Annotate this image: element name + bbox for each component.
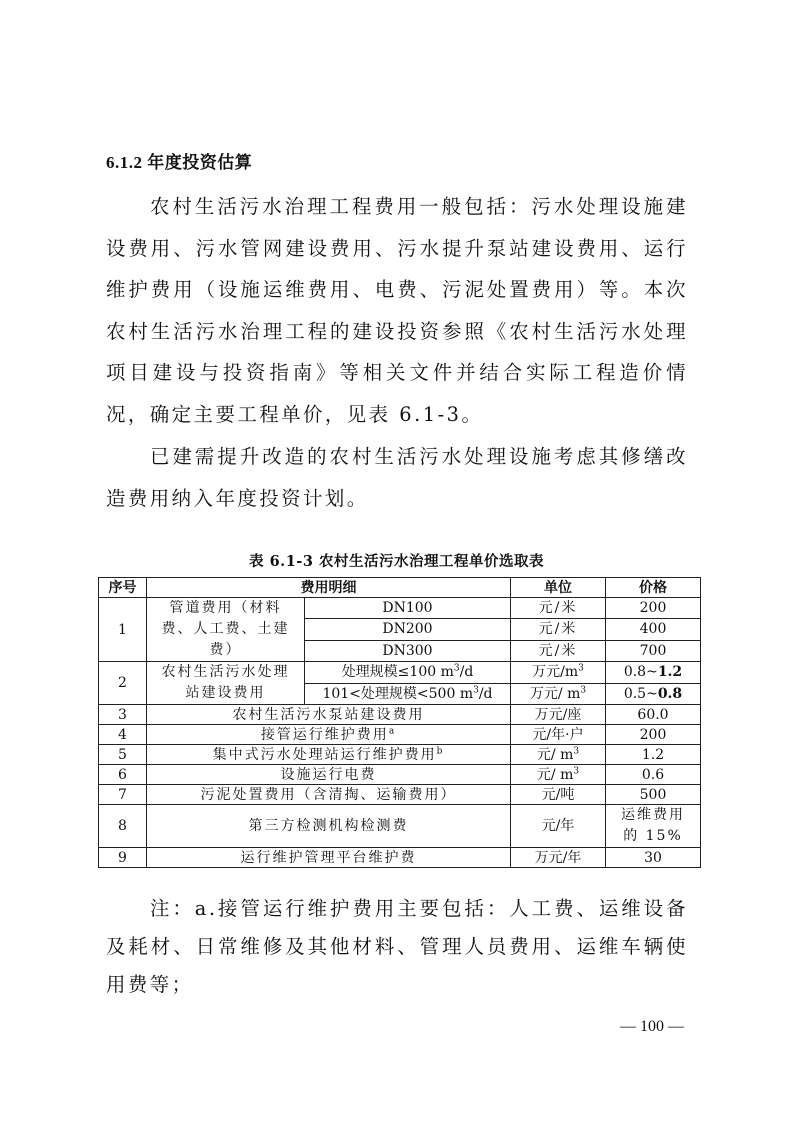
cell-spec: DN300 (305, 640, 511, 661)
header-no: 序号 (99, 578, 147, 598)
body-paragraph: 已建需提升改造的农村生活污水处理设施考虑其修缮改造费用纳入年度投资计划。 (106, 445, 688, 510)
table-row (99, 662, 701, 684)
unit-text: 元/吨 (541, 786, 575, 803)
cell-spec: DN100 (305, 598, 511, 619)
spec-text: 处理规模≤100 m (341, 664, 454, 681)
cell-price (606, 662, 701, 684)
unit-price-table (98, 577, 701, 868)
cell-price: 200 (606, 725, 701, 745)
cell-detail (147, 725, 511, 745)
cell-unit: 元/米 (511, 598, 606, 619)
spec-text: 101<处理规模<500 m (322, 685, 474, 702)
cell-unit (511, 705, 606, 725)
unit-text: 万元/ m (529, 685, 581, 702)
cell-group: 管道费用（材料费、人工费、土建费） (147, 598, 305, 662)
cell-detail (147, 745, 511, 765)
cell-no: 7 (99, 785, 147, 805)
detail-text: 农村生活污水泵站建设费用 (232, 706, 425, 723)
cell-price: 400 (606, 619, 701, 640)
cell-unit (511, 683, 606, 705)
table-row (99, 848, 701, 868)
cell-no: 4 (99, 725, 147, 745)
cell-unit (511, 745, 606, 765)
table-row (99, 598, 701, 619)
cell-price: 1.2 (606, 745, 701, 765)
header-unit: 单位 (511, 578, 606, 598)
cell-price: 60.0 (606, 705, 701, 725)
price-high: 1.2 (657, 664, 683, 681)
cell-no: 8 (99, 805, 147, 848)
cell-spec (305, 662, 511, 684)
unit-superscript: 3 (573, 765, 580, 776)
detail-text: 接管运行维护费用 (260, 726, 389, 743)
price-high: 0.8 (657, 685, 683, 702)
cell-price: 30 (606, 848, 701, 868)
cell-no: 9 (99, 848, 147, 868)
unit-text: 元/年·户 (532, 726, 584, 743)
spec-superscript: 3 (453, 663, 460, 674)
cell-no: 6 (99, 765, 147, 785)
unit-text: 元/ m (536, 746, 574, 763)
cell-unit: 元/年 (511, 805, 606, 848)
cell-detail (147, 785, 511, 805)
cell-unit (511, 785, 606, 805)
table-row (99, 745, 701, 765)
cell-price: 500 (606, 785, 701, 805)
price-low: 0.5~ (623, 685, 658, 702)
footnote-marker: a (388, 725, 397, 736)
cell-price: 200 (606, 598, 701, 619)
cell-detail: 第三方检测机构检测费 (147, 805, 511, 848)
cell-price: 700 (606, 640, 701, 661)
spec-superscript: 3 (473, 685, 479, 696)
page-number: — 100 — (620, 1018, 684, 1035)
section-heading: 6.1.2 年度投资估算 (106, 153, 253, 172)
cell-detail: 运行维护管理平台维护费 (147, 848, 511, 868)
cell-unit: 万元/年 (511, 848, 606, 868)
detail-text: 设施运行电费 (280, 766, 377, 783)
cell-no: 1 (99, 598, 147, 662)
cell-unit: 元/米 (511, 640, 606, 661)
unit-superscript: 3 (573, 745, 580, 756)
unit-superscript: 3 (578, 663, 584, 674)
cell-spec: DN200 (305, 619, 511, 640)
price-line: 运维费用 (621, 807, 685, 823)
spec-suffix: /d (478, 685, 493, 702)
price-line: 的 15% (623, 828, 683, 844)
cell-detail (147, 705, 511, 725)
table-row (99, 765, 701, 785)
table-header-row (99, 578, 701, 598)
unit-superscript: 3 (580, 685, 587, 696)
header-detail: 费用明细 (147, 578, 511, 598)
cell-unit: 元/米 (511, 619, 606, 640)
header-price: 价格 (606, 578, 701, 598)
table-row (99, 725, 701, 745)
cell-unit (511, 725, 606, 745)
table-note: 注：a.接管运行维护费用主要包括：人工费、运维设备及耗材、日常维修及其他材料、管理人员费用、运维车辆使用费等； (106, 897, 688, 996)
detail-text: 集中式污水处理站运行维护费用 (212, 746, 437, 763)
unit-text: 万元/m (532, 664, 579, 681)
price-low: 0.8~ (623, 664, 658, 681)
cell-price (606, 805, 701, 848)
unit-text: 万元/座 (534, 706, 582, 723)
spec-suffix: /d (459, 664, 474, 681)
cell-detail (147, 765, 511, 785)
footnote-marker: b (436, 745, 445, 756)
body-paragraph: 农村生活污水治理工程费用一般包括：污水处理设施建设费用、污水管网建设费用、污水提升泵站建设费用、运行维护费用（设施运维费用、电费、污泥处置费用）等。本次农村生活污水治理工程的建设投资参照《农村生活污水处理项目建设与投资指南》等相关文件并结合实际工程造价情况，确定主要工程单价，见表 6.1-3。 (106, 195, 688, 426)
cell-unit (511, 765, 606, 785)
cell-no: 2 (99, 662, 147, 705)
cell-unit (511, 662, 606, 684)
table-caption: 表 6.1-3 农村生活污水治理工程单价选取表 (249, 553, 544, 570)
table-row (99, 705, 701, 725)
detail-text: 污泥处置费用（含清掏、运输费用） (200, 786, 457, 803)
cell-price: 0.6 (606, 765, 701, 785)
cell-no: 3 (99, 705, 147, 725)
unit-text: 元/ m (536, 766, 574, 783)
cell-group: 农村生活污水处理站建设费用 (147, 662, 305, 705)
cell-price (606, 683, 701, 705)
table-row (99, 785, 701, 805)
cell-no: 5 (99, 745, 147, 765)
cell-spec (305, 683, 511, 705)
table-row (99, 805, 701, 848)
